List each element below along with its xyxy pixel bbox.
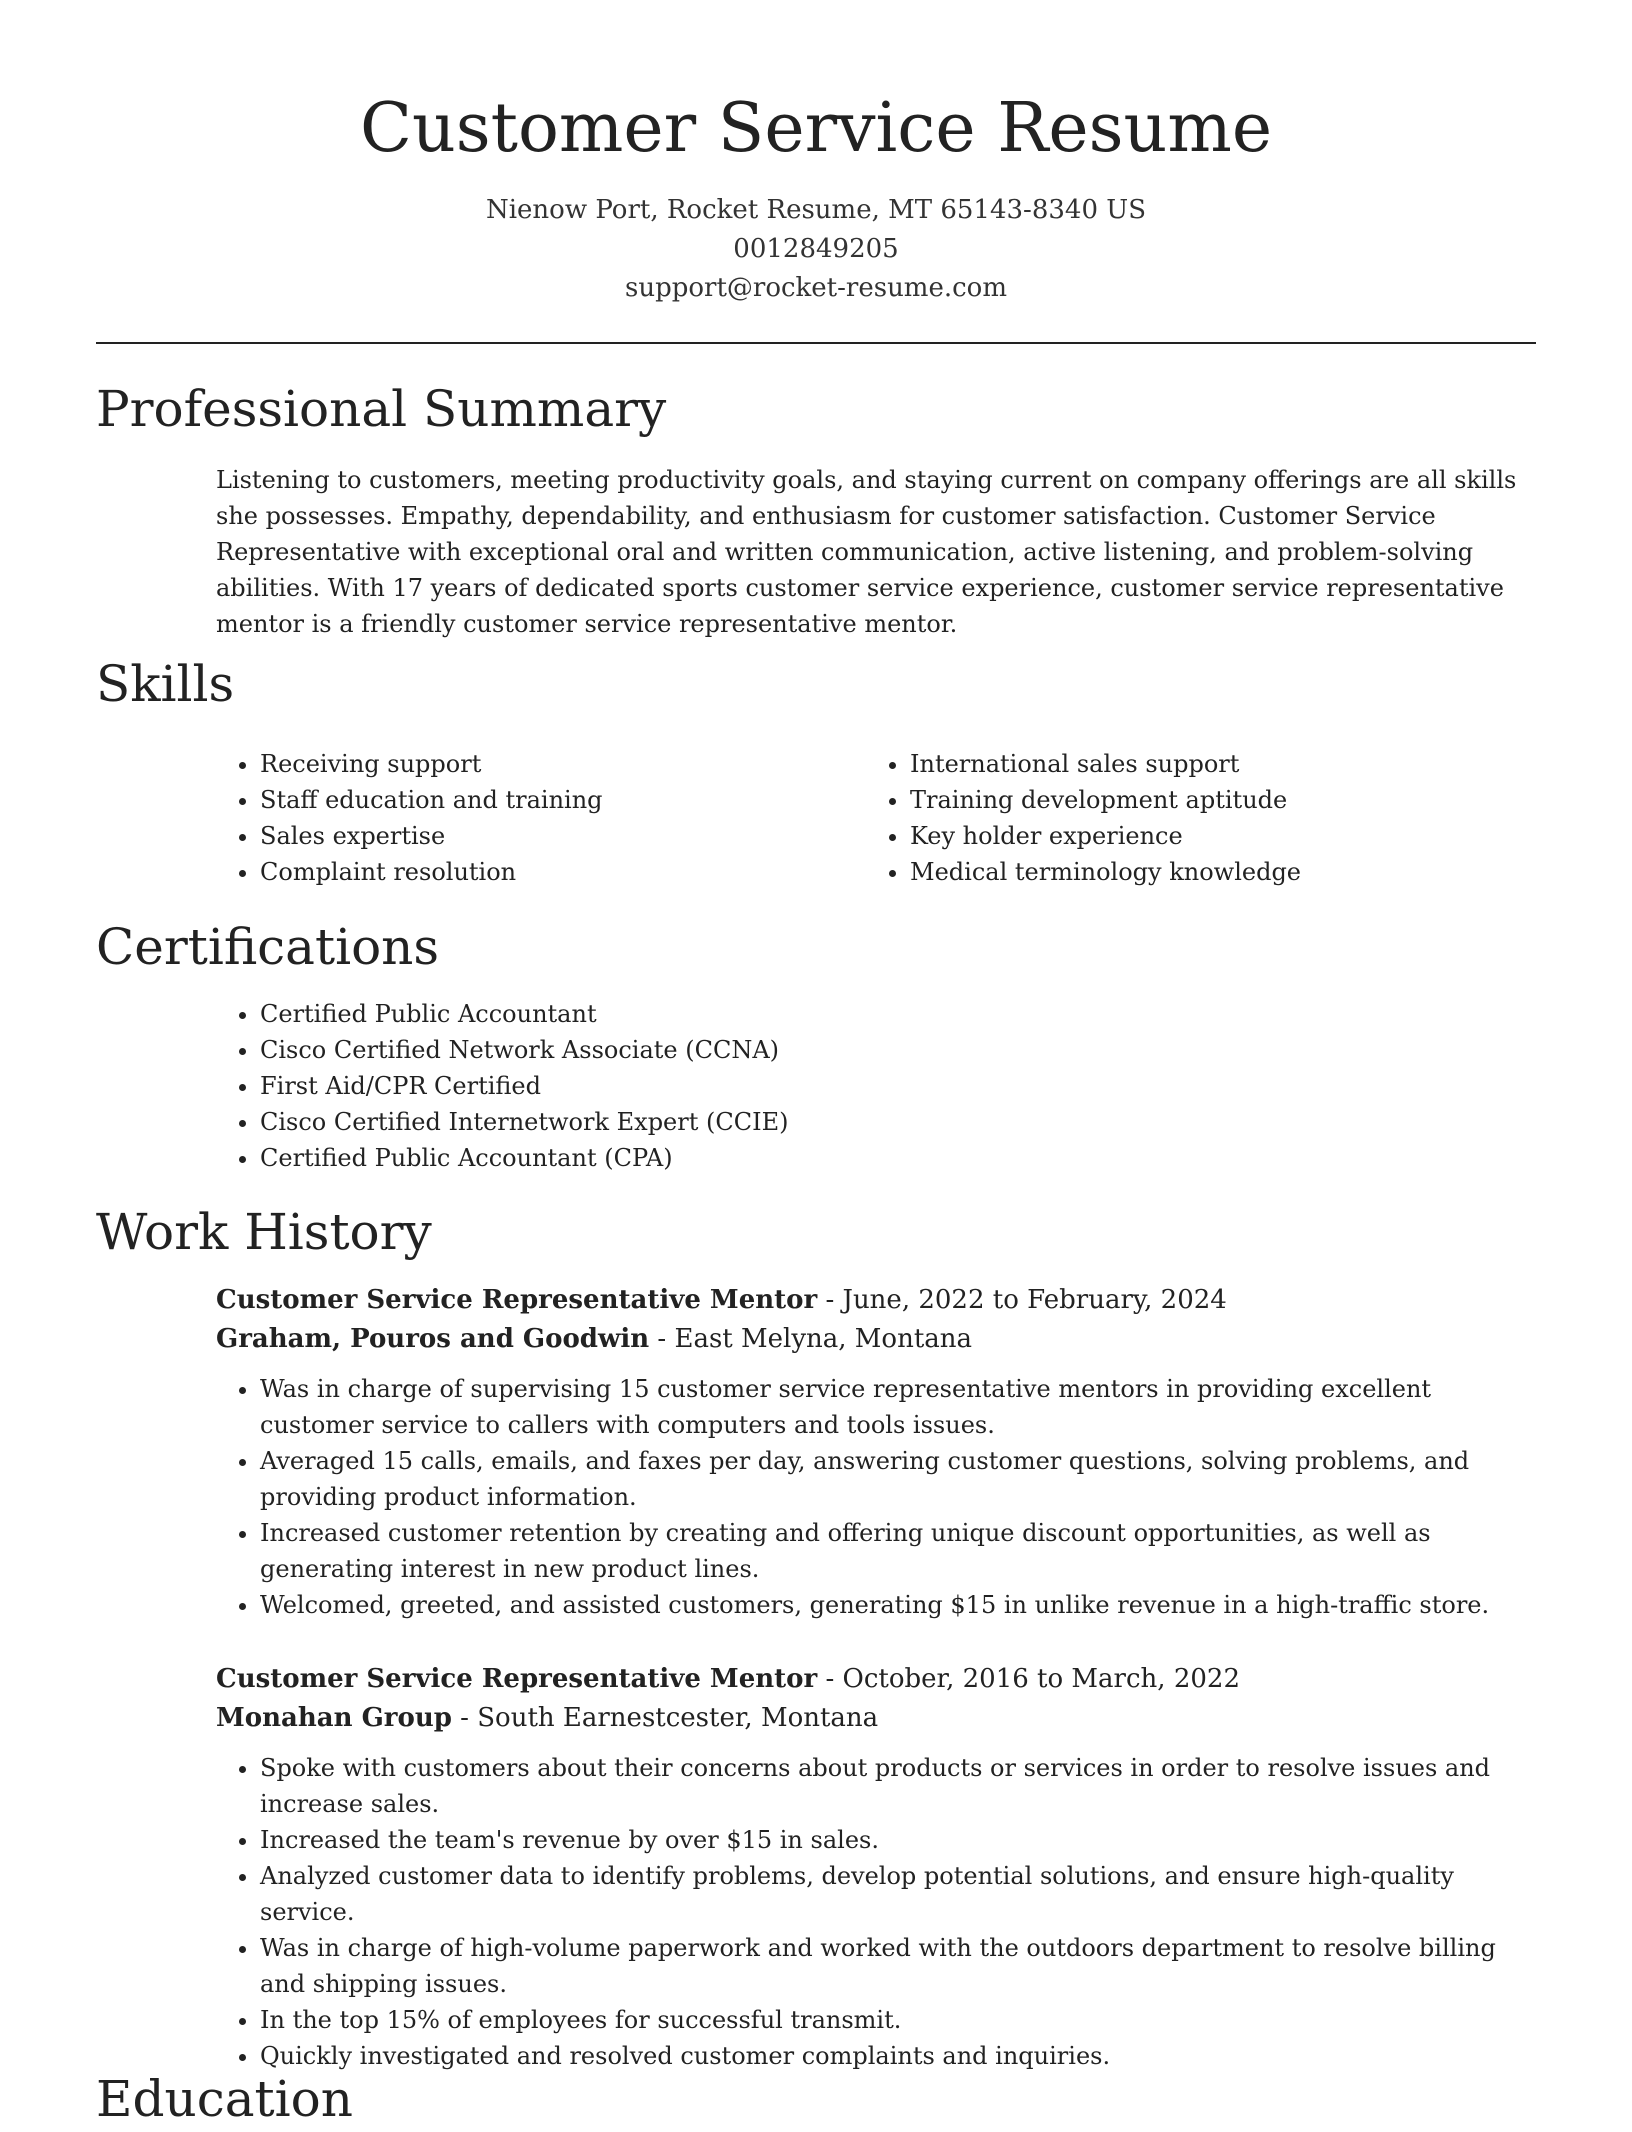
job-bullet: • Increased the team's revenue by over $15 in sales. [260, 1822, 1538, 1858]
skill-item: • International sales support [910, 746, 1301, 782]
job-location: East Melyna, Montana [674, 1324, 973, 1354]
job-bullet: • Was in charge of high-volume paperwork and worked with the outdoors department to resolve billing and shipping issues. [260, 1930, 1538, 2002]
job-bullet: • Welcomed, greeted, and assisted customers, generating $15 in unlike revenue in a high-traffic store. [260, 1587, 1538, 1623]
skill-item: • Receiving support [260, 746, 603, 782]
job-company-line: Monahan Group - South Earnestcester, Montana [216, 1703, 879, 1733]
job-location: South Earnestcester, Montana [477, 1703, 879, 1733]
certification-item: • Cisco Certified Internetwork Expert (CCIE) [260, 1104, 788, 1140]
skill-item: • Key holder experience [910, 818, 1301, 854]
work-history-heading: Work History [96, 1203, 432, 1261]
job-entry [216, 1281, 1538, 1623]
job-title-line: Customer Service Representative Mentor - June, 2022 to February, 2024 [216, 1285, 1227, 1315]
certification-item: • First Aid/CPR Certified [260, 1068, 788, 1104]
certifications-list [216, 996, 788, 1176]
education-heading: Education [96, 2070, 353, 2128]
job-company: Monahan Group [216, 1703, 452, 1733]
skill-item: • Sales expertise [260, 818, 603, 854]
address: Nienow Port, Rocket Resume, MT 65143-8340 US [485, 195, 1147, 225]
job-dates: October, 2016 to March, 2022 [842, 1664, 1240, 1694]
job-dates: June, 2022 to February, 2024 [842, 1285, 1227, 1315]
skill-item: • Complaint resolution [260, 854, 603, 890]
skills-column-right [866, 746, 1301, 890]
job-bullet: • In the top 15% of employees for successful transmit. [260, 2002, 1538, 2038]
job-company: Graham, Pouros and Goodwin [216, 1324, 650, 1354]
job-bullet: • Spoke with customers about their concerns about products or services in order to resolve issues and increase sales. [260, 1750, 1538, 1822]
certification-item: • Cisco Certified Network Associate (CCNA) [260, 1032, 788, 1068]
job-bullet: • Quickly investigated and resolved customer complaints and inquiries. [260, 2038, 1538, 2074]
certification-item: • Certified Public Accountant [260, 996, 788, 1032]
job-bullet: • Analyzed customer data to identify problems, develop potential solutions, and ensure high-quality service. [260, 1858, 1538, 1930]
phone: 0012849205 [733, 234, 899, 264]
skills-heading: Skills [96, 655, 235, 713]
job-title-line: Customer Service Representative Mentor - October, 2016 to March, 2022 [216, 1664, 1240, 1694]
skills-column-left [216, 746, 603, 890]
header-divider [96, 342, 1536, 344]
job-bullet: • Increased customer retention by creating and offering unique discount opportunities, as well as generating interest in new product lines. [260, 1515, 1538, 1587]
job-role: Customer Service Representative Mentor [216, 1664, 818, 1694]
job-company-line: Graham, Pouros and Goodwin - East Melyna, Montana [216, 1324, 973, 1354]
email: support@rocket-resume.com [624, 273, 1007, 303]
job-bullet: • Averaged 15 calls, emails, and faxes per day, answering customer questions, solving problems, and providing product information. [260, 1443, 1538, 1515]
summary-text: Listening to customers, meeting productivity goals, and staying current on company offerings are all skills she possesses. Empathy, dependability, and enthusiasm for customer satisfaction. Customer Service Representative with exceptional oral and written communication, active listening, and problem-solving abilities. With 17 years of dedicated sports customer service experience, customer service representative mentor is a friendly customer service representative mentor. [216, 466, 1517, 638]
skill-item: • Training development aptitude [910, 782, 1301, 818]
skill-item: • Medical terminology knowledge [910, 854, 1301, 890]
summary-heading: Professional Summary [96, 380, 667, 438]
certification-item: • Certified Public Accountant (CPA) [260, 1140, 788, 1176]
job-role: Customer Service Representative Mentor [216, 1285, 818, 1315]
job-entry [216, 1660, 1538, 2074]
certifications-heading: Certifications [96, 918, 440, 976]
contact-info [0, 191, 1632, 308]
skill-item: • Staff education and training [260, 782, 603, 818]
resume-title: Customer Service Resume [359, 89, 1273, 168]
job-bullet: • Was in charge of supervising 15 customer service representative mentors in providing excellent customer service to callers with computers and tools issues. [260, 1371, 1538, 1443]
